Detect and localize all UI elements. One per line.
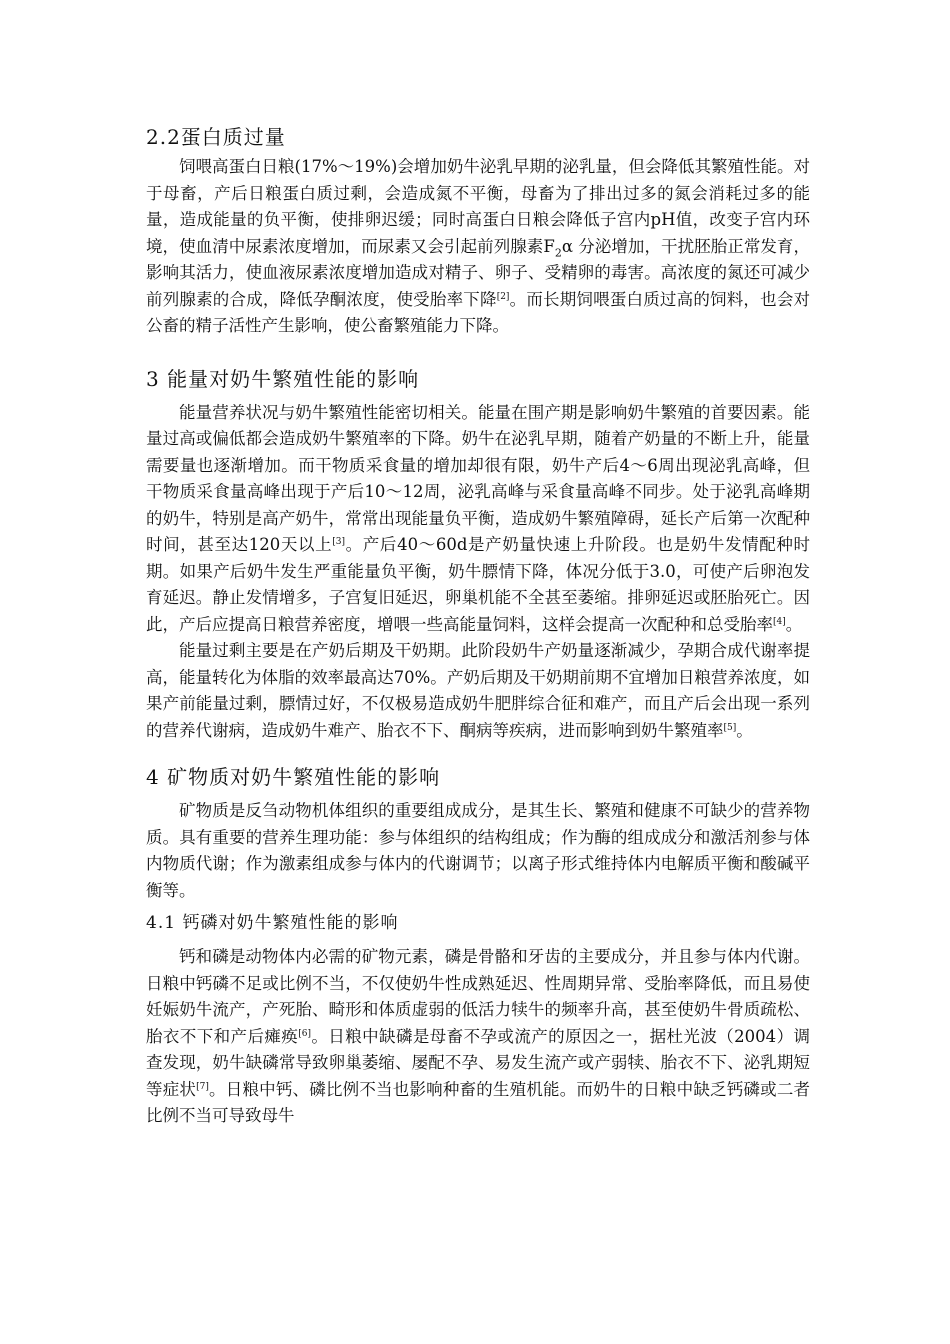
citation-ref: [4] <box>773 616 786 627</box>
paragraph-calcium-phosphorus <box>146 944 810 1130</box>
text-run: 。产后40～60d是产奶量快速上升阶段。也是奶牛发情配种时期。如果产后奶牛发生严重能量负平衡，奶牛膘情下降，体况分低于3.0，可使产后卵泡发育延迟。静止发情增多，子宫复旧延迟，卵巢机能不全甚至萎缩。排卵延迟或胚胎死亡。因此，产后应提高日粮营养密度，增喂一些高能量饲料，这样会提高一次配种和总受胎率 <box>146 535 810 634</box>
paragraph-protein-excess <box>146 154 810 340</box>
text-run: 饲喂高蛋白日粮(17%～19%)会增加奶牛泌乳早期的泌乳量，但会降低其繁殖性能。对于母畜，产后日粮蛋白质过剩，会造成氮不平衡，母畜为了排出过多的氮会消耗过多的能量，造成能量的负平衡，使排卵迟缓；同时高蛋白日粮会降低子宫内pH值，改变子宫内环境，使血清中尿素浓度增加，而尿素又会引起前列腺素F <box>146 157 810 256</box>
paragraph-minerals: 矿物质是反刍动物机体组织的重要组成成分，是其生长、繁殖和健康不可缺少的营养物质。具有重要的营养生理功能：参与体组织的结构组成；作为酶的组成成分和激活剂参与体内物质代谢；作为激素组成参与体内的代谢调节；以离子形式维持体内电解质平衡和酸碱平衡等。 <box>146 801 810 900</box>
subscript: 2 <box>554 245 562 259</box>
text-run: 。而长期饲喂蛋白质过高的饲料，也会对公畜的精子活性产生影响，使公畜繁殖能力下降。 <box>146 289 811 335</box>
citation-ref: [7] <box>196 1081 209 1092</box>
citation-ref: [5] <box>723 722 737 733</box>
section-heading-2-2: 2.2蛋白质过量 <box>146 125 286 149</box>
paragraph-energy-1 <box>146 400 810 639</box>
text-run: 钙和磷是动物体内必需的矿物元素，磷是骨骼和牙齿的主要成分，并且参与体内代谢。日粮中钙磷不足或比例不当，不仅使奶牛性成熟延迟、性周期异常、受胎率降低，而且易使妊娠奶牛流产，产死胎、畸形和体质虚弱的低活力犊牛的频率升高，甚至使奶牛骨质疏松、胎衣不下和产后瘫痪 <box>146 947 810 1046</box>
text-run: 能量营养状况与奶牛繁殖性能密切相关。能量在围产期是影响奶牛繁殖的首要因素。能量过高或偏低都会造成奶牛繁殖率的下降。奶牛在泌乳早期，随着产奶量的不断上升，能量需要量也逐渐增加。而干物质采食量的增加却很有限，奶牛产后4～6周出现泌乳高峰，但干物质采食量高峰出现于产后10～12周，泌乳高峰与采食量高峰不同步。处于泌乳高峰期的奶牛，特别是高产奶牛，常常出现能量负平衡，造成奶牛繁殖障碍，延长产后第一次配种时间，甚至达120天以上 <box>146 402 810 554</box>
citation-ref: [2] <box>496 291 510 302</box>
section-heading-3: 3 能量对奶牛繁殖性能的影响 <box>146 366 420 391</box>
section-heading-4: 4 矿物质对奶牛繁殖性能的影响 <box>146 765 441 789</box>
text-run: 能量过剩主要是在产奶后期及干奶期。此阶段奶牛产奶量逐渐减少，孕期合成代谢率提高，能量转化为体脂的效率最高达70%。产奶后期及干奶期前期不宜增加日粮营养浓度，如果产前能量过剩，膘情过好，不仅极易造成奶牛肥胖综合征和难产，而且产后会出现一系列的营养代谢病，造成奶牛难产、胎衣不下、酮病等疾病，进而影响到奶牛繁殖率 <box>146 641 810 740</box>
text-run: 。日粮中钙、磷比例不当也影响种畜的生殖机能。而奶牛的日粮中缺乏钙磷或二者比例不当可导致母牛 <box>146 1079 811 1125</box>
text-run: 。日粮中缺磷是母畜不孕或流产的原因之一，据杜光波（2004）调查发现，奶牛缺磷常导致卵巢萎缩、屡配不孕、易发生流产或产弱犊、胎衣不下、泌乳期短等症状 <box>146 1026 811 1099</box>
text-run: 。 <box>736 720 753 740</box>
page-content <box>146 120 810 1130</box>
paragraph-energy-2 <box>146 638 810 744</box>
section-heading-4-1: 4.1 钙磷对奶牛繁殖性能的影响 <box>146 913 399 933</box>
text-run: 。 <box>785 614 803 634</box>
text-run: α 分泌增加，干扰胚胎正常发育，影响其活力，使血液尿素浓度增加造成对精子、卵子、受精卵的毒害。高浓度的氮还可减少前列腺素的合成，降低孕酮浓度，使受胎率下降 <box>146 236 810 309</box>
citation-ref: [6] <box>298 1028 311 1039</box>
citation-ref: [3] <box>332 537 346 547</box>
